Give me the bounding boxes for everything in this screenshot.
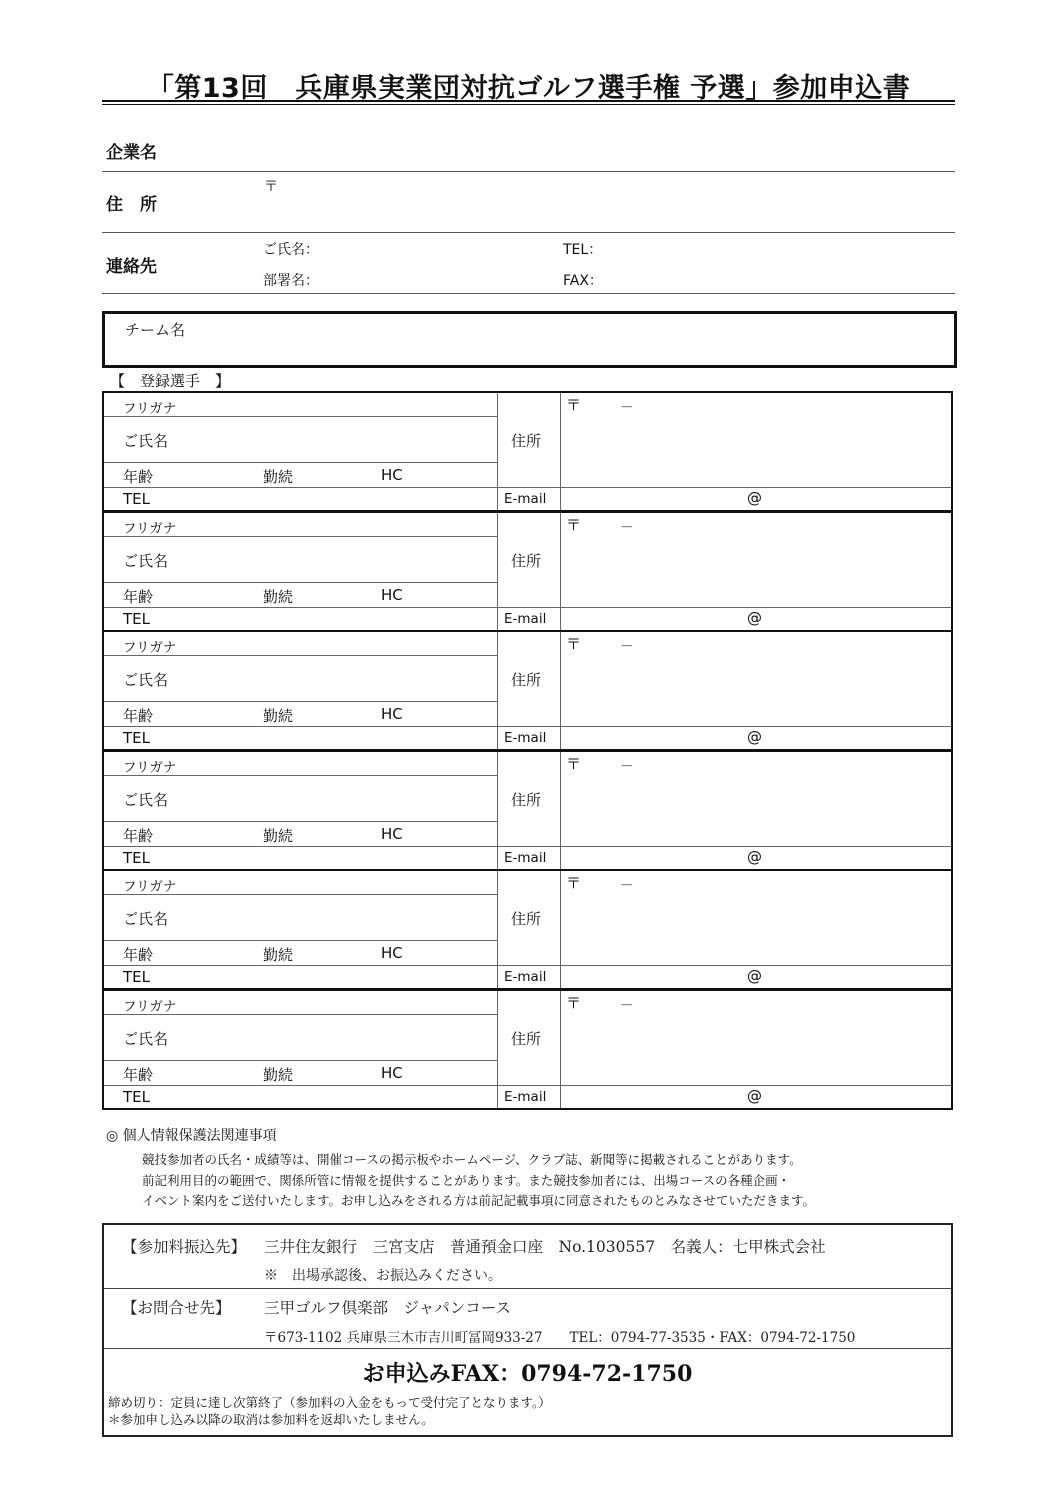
tel-label: TEL bbox=[123, 609, 150, 628]
row-divider bbox=[104, 726, 951, 727]
player-tel-field[interactable] bbox=[164, 489, 494, 509]
deadline-note: 締め切り：定員に達し次第終了（参加料の入金をもって受付完了となります。） bbox=[108, 1395, 551, 1410]
at-sign: @ bbox=[747, 489, 762, 507]
postal-mark: 〒 bbox=[566, 635, 582, 653]
player-address-label: 住所 bbox=[511, 790, 542, 809]
contact-name-label: ご氏名： bbox=[263, 242, 319, 258]
furigana-label: フリガナ bbox=[123, 879, 177, 895]
contact-name-field[interactable] bbox=[330, 237, 550, 261]
divider bbox=[102, 171, 955, 172]
row-divider bbox=[104, 582, 497, 583]
postal-mark: 〒 bbox=[566, 396, 582, 414]
payment-label: 【参加料振込先】 bbox=[122, 1238, 247, 1256]
furigana-field[interactable] bbox=[204, 514, 494, 535]
registered-players-heading: 【 登録選手 】 bbox=[110, 372, 231, 390]
player-name-field[interactable] bbox=[204, 658, 494, 698]
player-name-field[interactable] bbox=[204, 778, 494, 818]
postal-dash: － bbox=[620, 519, 634, 536]
player-entry bbox=[102, 869, 953, 990]
title-underline-thin bbox=[102, 104, 955, 105]
company-name-label: 企業名 bbox=[106, 143, 157, 163]
payment-info-box bbox=[102, 1223, 953, 1437]
team-name-box[interactable] bbox=[102, 311, 957, 368]
postal-dash: － bbox=[620, 758, 634, 775]
player-name-field[interactable] bbox=[204, 897, 494, 937]
handicap-label: HC bbox=[381, 705, 403, 723]
tel-label: TEL bbox=[123, 490, 150, 508]
contact-label: 連絡先 bbox=[106, 257, 157, 277]
age-label: 年齢 bbox=[123, 707, 154, 725]
column-divider bbox=[497, 513, 498, 630]
divider bbox=[102, 232, 955, 233]
column-divider bbox=[560, 871, 561, 988]
privacy-heading: ◎ 個人情報保護法関連事項 bbox=[106, 1128, 277, 1144]
row-divider bbox=[104, 701, 497, 702]
divider bbox=[104, 1288, 951, 1289]
player-name-field[interactable] bbox=[204, 419, 494, 459]
furigana-label: フリガナ bbox=[123, 998, 177, 1015]
player-tel-field[interactable] bbox=[164, 967, 494, 987]
column-divider bbox=[497, 871, 498, 988]
row-divider bbox=[104, 846, 951, 847]
tenure-label: 勤続 bbox=[263, 946, 294, 964]
address-field[interactable] bbox=[280, 176, 950, 228]
inquiry-address: 〒673-1102 兵庫県三木市吉川町冨岡933-27 TEL：0794-77-3535・FAX：0794-72-1750 bbox=[264, 1330, 856, 1346]
age-label: 年齢 bbox=[123, 468, 154, 486]
payment-details: 三井住友銀行 三宮支店 普通預金口座 No.1030557 名義人：七甲株式会社 bbox=[264, 1238, 826, 1256]
tenure-label: 勤続 bbox=[263, 1065, 294, 1084]
player-email-field[interactable] bbox=[564, 1087, 948, 1107]
furigana-label: フリガナ bbox=[123, 759, 177, 776]
tel-label: TEL bbox=[123, 848, 150, 867]
inquiry-label: 【お問合せ先】 bbox=[122, 1299, 231, 1317]
row-divider bbox=[104, 1060, 497, 1061]
handicap-label: HC bbox=[381, 824, 403, 843]
tel-label: TEL bbox=[123, 1087, 150, 1106]
player-email-field[interactable] bbox=[564, 489, 948, 509]
email-label: E-mail bbox=[504, 610, 547, 627]
at-sign: @ bbox=[747, 1086, 762, 1105]
player-entry bbox=[102, 989, 953, 1110]
payment-note: ※ 出場承認後、お振込みください。 bbox=[264, 1268, 502, 1284]
postal-mark: 〒 bbox=[566, 874, 582, 892]
postal-mark: 〒 bbox=[566, 515, 582, 534]
age-label: 年齢 bbox=[123, 587, 154, 606]
at-sign: @ bbox=[747, 608, 762, 627]
contact-tel-label: TEL： bbox=[563, 242, 603, 258]
title-underline bbox=[102, 100, 955, 102]
form-title: 「第13回 兵庫県実業団対抗ゴルフ選手権 予選」参加申込書 bbox=[146, 73, 911, 104]
postal-dash: － bbox=[620, 400, 634, 416]
postal-mark: 〒 bbox=[566, 754, 582, 773]
column-divider bbox=[497, 632, 498, 749]
age-label: 年齢 bbox=[123, 946, 154, 964]
column-divider bbox=[560, 393, 561, 510]
email-label: E-mail bbox=[504, 969, 547, 985]
player-name-label: ご氏名 bbox=[123, 1029, 169, 1048]
column-divider bbox=[497, 393, 498, 510]
player-tel-field[interactable] bbox=[164, 728, 494, 748]
address-label: 住 所 bbox=[106, 195, 157, 215]
furigana-field[interactable] bbox=[204, 753, 494, 774]
player-email-field[interactable] bbox=[564, 848, 948, 868]
player-name-label: ご氏名 bbox=[123, 671, 169, 689]
player-address-field[interactable] bbox=[564, 1011, 948, 1083]
postal-mark: 〒 bbox=[566, 993, 582, 1012]
player-address-label: 住所 bbox=[511, 671, 542, 689]
fax-banner: お申込みFAX：0794-72-1750 bbox=[362, 1361, 693, 1387]
player-tel-field[interactable] bbox=[164, 848, 494, 868]
postal-dash: － bbox=[620, 878, 634, 894]
postal-mark: 〒 bbox=[264, 179, 278, 195]
column-divider bbox=[560, 752, 561, 869]
contact-dept-label: 部署名： bbox=[263, 273, 319, 289]
player-name-field[interactable] bbox=[204, 539, 494, 579]
postal-dash: － bbox=[620, 639, 634, 655]
player-entry bbox=[102, 630, 953, 751]
player-email-field[interactable] bbox=[564, 967, 948, 987]
at-sign: @ bbox=[747, 967, 762, 985]
age-label: 年齢 bbox=[123, 826, 154, 845]
email-label: E-mail bbox=[504, 849, 547, 866]
tenure-label: 勤続 bbox=[263, 826, 294, 845]
player-name-label: ご氏名 bbox=[123, 790, 169, 809]
column-divider bbox=[560, 513, 561, 630]
furigana-field[interactable] bbox=[204, 394, 494, 415]
player-tel-field[interactable] bbox=[164, 1087, 494, 1107]
furigana-label: フリガナ bbox=[123, 640, 177, 656]
divider bbox=[102, 293, 955, 294]
player-name-label: ご氏名 bbox=[123, 432, 169, 450]
postal-dash: － bbox=[620, 997, 634, 1014]
furigana-field[interactable] bbox=[204, 992, 494, 1013]
handicap-label: HC bbox=[381, 944, 403, 962]
handicap-label: HC bbox=[381, 466, 403, 484]
player-address-field[interactable] bbox=[564, 413, 948, 485]
row-divider bbox=[104, 607, 951, 608]
tel-label: TEL bbox=[123, 729, 150, 747]
player-entry bbox=[102, 391, 953, 512]
column-divider bbox=[560, 991, 561, 1108]
player-email-field[interactable] bbox=[564, 728, 948, 748]
furigana-label: フリガナ bbox=[123, 520, 177, 537]
column-divider bbox=[497, 752, 498, 869]
email-label: E-mail bbox=[504, 730, 547, 746]
furigana-field[interactable] bbox=[204, 872, 494, 893]
player-name-field[interactable] bbox=[204, 1017, 494, 1057]
player-address-label: 住所 bbox=[511, 1029, 542, 1048]
player-address-field[interactable] bbox=[564, 891, 948, 963]
contact-dept-field[interactable] bbox=[330, 268, 550, 292]
column-divider bbox=[497, 991, 498, 1108]
privacy-line: イベント案内をご送付いたします。お申し込みをされる方は前記記載事項に同意されたものとみなさせていただきます。 bbox=[142, 1193, 816, 1208]
row-divider bbox=[104, 1085, 951, 1086]
player-name-label: ご氏名 bbox=[123, 910, 169, 928]
contact-tel-field[interactable] bbox=[610, 237, 950, 261]
team-name-label: チーム名 bbox=[125, 321, 186, 339]
player-address-label: 住所 bbox=[511, 432, 542, 450]
tel-label: TEL bbox=[123, 968, 150, 986]
tenure-label: 勤続 bbox=[263, 587, 294, 606]
player-address-label: 住所 bbox=[511, 910, 542, 928]
player-address-label: 住所 bbox=[511, 551, 542, 570]
player-address-field[interactable] bbox=[564, 772, 948, 844]
age-label: 年齢 bbox=[123, 1065, 154, 1084]
player-entry bbox=[102, 511, 953, 632]
company-name-field[interactable] bbox=[250, 132, 950, 168]
player-name-label: ご氏名 bbox=[123, 551, 169, 570]
handicap-label: HC bbox=[381, 585, 403, 604]
contact-fax-field[interactable] bbox=[610, 268, 950, 292]
tenure-label: 勤続 bbox=[263, 468, 294, 486]
email-label: E-mail bbox=[504, 1088, 547, 1105]
row-divider bbox=[104, 965, 951, 966]
row-divider bbox=[104, 821, 497, 822]
divider bbox=[104, 1348, 951, 1349]
privacy-line: 競技参加者の氏名・成績等は、開催コースの掲示板やホームページ、クラブ誌、新聞等に掲載されることがあります。 bbox=[142, 1152, 802, 1167]
contact-fax-label: FAX： bbox=[563, 273, 603, 289]
at-sign: @ bbox=[747, 728, 762, 746]
row-divider bbox=[104, 487, 951, 488]
furigana-label: フリガナ bbox=[123, 401, 177, 417]
player-tel-field[interactable] bbox=[164, 609, 494, 629]
row-divider bbox=[104, 462, 497, 463]
player-email-field[interactable] bbox=[564, 609, 948, 629]
privacy-line: 前記利用目的の範囲で、関係所管に情報を提供することがあります。また競技参加者には、出場コースの各種企画・ bbox=[142, 1173, 791, 1188]
handicap-label: HC bbox=[381, 1063, 403, 1082]
inquiry-name: 三甲ゴルフ倶楽部 ジャパンコース bbox=[264, 1299, 511, 1317]
column-divider bbox=[560, 632, 561, 749]
furigana-field[interactable] bbox=[204, 633, 494, 654]
player-address-field[interactable] bbox=[564, 652, 948, 724]
row-divider bbox=[104, 940, 497, 941]
at-sign: @ bbox=[747, 847, 762, 866]
email-label: E-mail bbox=[504, 491, 547, 507]
cancel-note: ＊参加申し込み以降の取消は参加料を返却いたしません。 bbox=[108, 1412, 434, 1427]
player-address-field[interactable] bbox=[564, 533, 948, 605]
tenure-label: 勤続 bbox=[263, 707, 294, 725]
player-entry bbox=[102, 750, 953, 871]
